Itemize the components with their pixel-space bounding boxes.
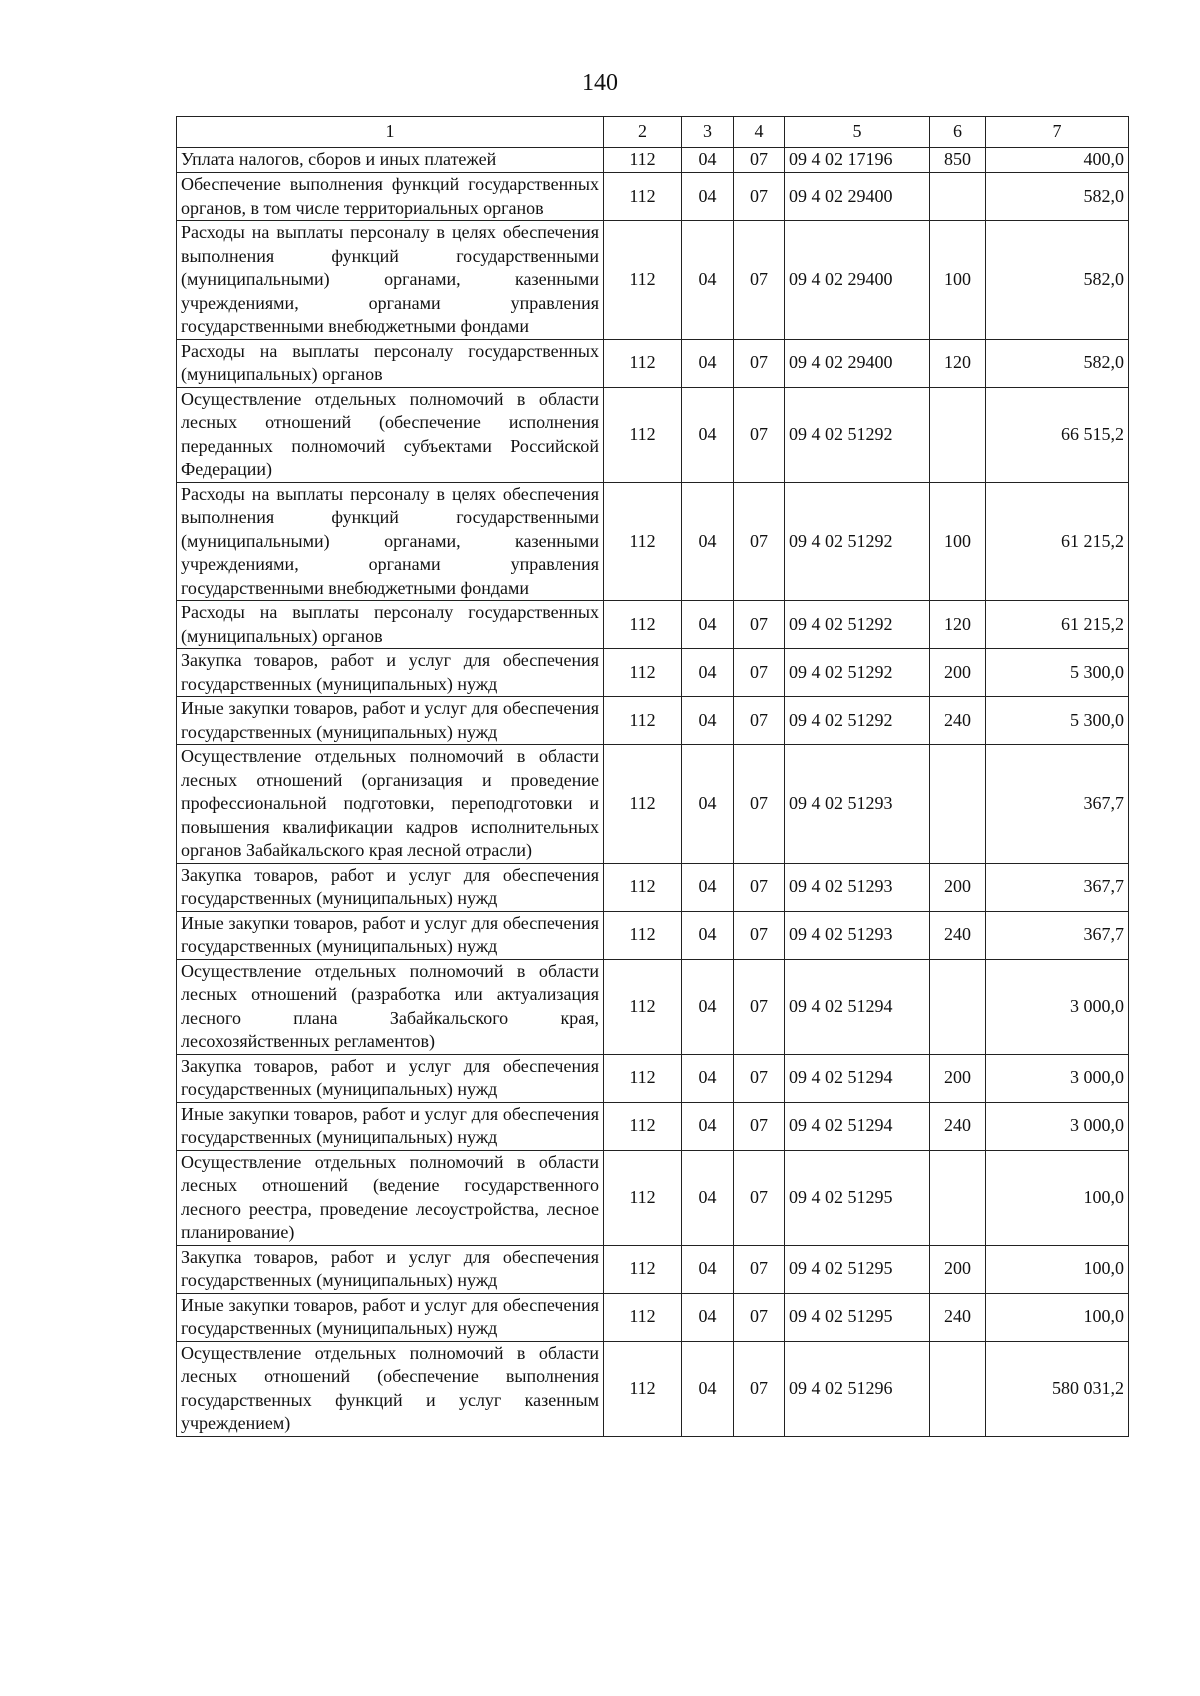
row-name: Иные закупки товаров, работ и услуг для обеспечения государственных (муниципальных) нужд — [177, 911, 604, 959]
row-expense-type: 240 — [930, 911, 986, 959]
row-ministry-code: 112 — [604, 173, 682, 221]
row-amount: 400,0 — [986, 148, 1129, 173]
row-name: Иные закупки товаров, работ и услуг для обеспечения государственных (муниципальных) нужд — [177, 1293, 604, 1341]
table-row — [177, 697, 1129, 745]
row-name: Закупка товаров, работ и услуг для обеспечения государственных (муниципальных) нужд — [177, 1054, 604, 1102]
row-ministry-code: 112 — [604, 649, 682, 697]
row-subsection-code: 07 — [734, 1341, 785, 1436]
row-expense-type — [930, 387, 986, 482]
row-name: Закупка товаров, работ и услуг для обеспечения государственных (муниципальных) нужд — [177, 863, 604, 911]
row-amount: 580 031,2 — [986, 1341, 1129, 1436]
row-section-code: 04 — [682, 148, 734, 173]
row-expense-type: 100 — [930, 221, 986, 340]
row-subsection-code: 07 — [734, 173, 785, 221]
row-expense-type: 240 — [930, 1102, 986, 1150]
row-amount: 100,0 — [986, 1150, 1129, 1245]
row-target-article: 09 4 02 51294 — [785, 1102, 930, 1150]
row-section-code: 04 — [682, 863, 734, 911]
row-subsection-code: 07 — [734, 745, 785, 864]
row-amount: 582,0 — [986, 221, 1129, 340]
row-subsection-code: 07 — [734, 697, 785, 745]
row-name: Осуществление отдельных полномочий в области лесных отношений (ведение государственного лесного реестра, проведение лесоустройства, лесное планирование) — [177, 1150, 604, 1245]
row-target-article: 09 4 02 29400 — [785, 221, 930, 340]
row-amount: 367,7 — [986, 745, 1129, 864]
row-target-article: 09 4 02 51292 — [785, 482, 930, 601]
row-target-article: 09 4 02 29400 — [785, 173, 930, 221]
row-target-article: 09 4 02 51292 — [785, 387, 930, 482]
row-ministry-code: 112 — [604, 601, 682, 649]
row-ministry-code: 112 — [604, 863, 682, 911]
row-name: Осуществление отдельных полномочий в области лесных отношений (обеспечение исполнения переданных полномочий субъектами Российской Федерации) — [177, 387, 604, 482]
row-amount: 3 000,0 — [986, 1102, 1129, 1150]
row-subsection-code: 07 — [734, 1293, 785, 1341]
row-section-code: 04 — [682, 649, 734, 697]
row-expense-type: 100 — [930, 482, 986, 601]
table-row — [177, 148, 1129, 173]
row-name: Осуществление отдельных полномочий в области лесных отношений (организация и проведение профессиональной подготовки, переподготовки и повышения квалификации кадров исполнительных органов Забайкальского края лесной отрасли) — [177, 745, 604, 864]
table-row — [177, 911, 1129, 959]
row-subsection-code: 07 — [734, 601, 785, 649]
table-row — [177, 221, 1129, 340]
row-name: Закупка товаров, работ и услуг для обеспечения государственных (муниципальных) нужд — [177, 1245, 604, 1293]
row-target-article: 09 4 02 17196 — [785, 148, 930, 173]
row-section-code: 04 — [682, 482, 734, 601]
row-section-code: 04 — [682, 387, 734, 482]
table-row — [177, 601, 1129, 649]
row-ministry-code: 112 — [604, 387, 682, 482]
header-col-4: 4 — [734, 117, 785, 148]
row-name: Иные закупки товаров, работ и услуг для обеспечения государственных (муниципальных) нужд — [177, 697, 604, 745]
row-expense-type — [930, 173, 986, 221]
row-amount: 66 515,2 — [986, 387, 1129, 482]
table-row — [177, 339, 1129, 387]
row-subsection-code: 07 — [734, 148, 785, 173]
row-section-code: 04 — [682, 339, 734, 387]
row-target-article: 09 4 02 51293 — [785, 863, 930, 911]
row-target-article: 09 4 02 51293 — [785, 911, 930, 959]
row-expense-type — [930, 1150, 986, 1245]
table-row — [177, 959, 1129, 1054]
row-name: Обеспечение выполнения функций государственных органов, в том числе территориальных органов — [177, 173, 604, 221]
row-ministry-code: 112 — [604, 1150, 682, 1245]
row-target-article: 09 4 02 51294 — [785, 959, 930, 1054]
row-section-code: 04 — [682, 1150, 734, 1245]
row-amount: 582,0 — [986, 339, 1129, 387]
row-amount: 5 300,0 — [986, 697, 1129, 745]
row-target-article: 09 4 02 51293 — [785, 745, 930, 864]
row-subsection-code: 07 — [734, 1245, 785, 1293]
row-name: Расходы на выплаты персоналу государственных (муниципальных) органов — [177, 339, 604, 387]
row-ministry-code: 112 — [604, 1102, 682, 1150]
row-name: Осуществление отдельных полномочий в области лесных отношений (разработка или актуализация лесного плана Забайкальского края, лесохозяйственных регламентов) — [177, 959, 604, 1054]
row-expense-type — [930, 745, 986, 864]
row-amount: 61 215,2 — [986, 482, 1129, 601]
table-row — [177, 1341, 1129, 1436]
row-ministry-code: 112 — [604, 1245, 682, 1293]
row-target-article: 09 4 02 51292 — [785, 649, 930, 697]
row-name: Расходы на выплаты персоналу в целях обеспечения выполнения функций государственными (муниципальными) органами, казенными учреждениями, органами управления государственными внебюджетными фондами — [177, 482, 604, 601]
row-subsection-code: 07 — [734, 339, 785, 387]
table-row — [177, 482, 1129, 601]
row-target-article: 09 4 02 51295 — [785, 1150, 930, 1245]
budget-table — [176, 116, 1129, 1437]
row-ministry-code: 112 — [604, 959, 682, 1054]
row-subsection-code: 07 — [734, 1150, 785, 1245]
row-expense-type — [930, 1341, 986, 1436]
row-subsection-code: 07 — [734, 649, 785, 697]
row-amount: 5 300,0 — [986, 649, 1129, 697]
row-subsection-code: 07 — [734, 387, 785, 482]
table-row — [177, 1150, 1129, 1245]
row-target-article: 09 4 02 51295 — [785, 1293, 930, 1341]
row-expense-type — [930, 959, 986, 1054]
row-expense-type: 120 — [930, 339, 986, 387]
header-row — [177, 117, 1129, 148]
row-section-code: 04 — [682, 697, 734, 745]
row-subsection-code: 07 — [734, 1102, 785, 1150]
row-ministry-code: 112 — [604, 1341, 682, 1436]
row-expense-type: 240 — [930, 1293, 986, 1341]
row-target-article: 09 4 02 51294 — [785, 1054, 930, 1102]
table-row — [177, 1293, 1129, 1341]
row-target-article: 09 4 02 51292 — [785, 697, 930, 745]
row-ministry-code: 112 — [604, 1054, 682, 1102]
row-section-code: 04 — [682, 601, 734, 649]
row-name: Осуществление отдельных полномочий в области лесных отношений (обеспечение выполнения государственных функций и услуг казенным учреждением) — [177, 1341, 604, 1436]
row-amount: 367,7 — [986, 911, 1129, 959]
row-subsection-code: 07 — [734, 482, 785, 601]
row-section-code: 04 — [682, 745, 734, 864]
table-row — [177, 863, 1129, 911]
row-ministry-code: 112 — [604, 1293, 682, 1341]
row-name: Закупка товаров, работ и услуг для обеспечения государственных (муниципальных) нужд — [177, 649, 604, 697]
row-target-article: 09 4 02 51292 — [785, 601, 930, 649]
row-ministry-code: 112 — [604, 482, 682, 601]
row-amount: 3 000,0 — [986, 1054, 1129, 1102]
row-ministry-code: 112 — [604, 911, 682, 959]
row-section-code: 04 — [682, 221, 734, 340]
row-ministry-code: 112 — [604, 148, 682, 173]
row-subsection-code: 07 — [734, 221, 785, 340]
row-expense-type: 200 — [930, 649, 986, 697]
row-name: Расходы на выплаты персоналу в целях обеспечения выполнения функций государственными (муниципальными) органами, казенными учреждениями, органами управления государственными внебюджетными фондами — [177, 221, 604, 340]
row-target-article: 09 4 02 29400 — [785, 339, 930, 387]
row-subsection-code: 07 — [734, 863, 785, 911]
row-ministry-code: 112 — [604, 745, 682, 864]
row-ministry-code: 112 — [604, 697, 682, 745]
row-name: Иные закупки товаров, работ и услуг для обеспечения государственных (муниципальных) нужд — [177, 1102, 604, 1150]
header-col-3: 3 — [682, 117, 734, 148]
row-section-code: 04 — [682, 173, 734, 221]
row-section-code: 04 — [682, 959, 734, 1054]
table-row — [177, 173, 1129, 221]
row-amount: 582,0 — [986, 173, 1129, 221]
row-ministry-code: 112 — [604, 221, 682, 340]
row-target-article: 09 4 02 51295 — [785, 1245, 930, 1293]
page-number: 140 — [582, 70, 618, 96]
row-section-code: 04 — [682, 911, 734, 959]
row-subsection-code: 07 — [734, 959, 785, 1054]
row-expense-type: 200 — [930, 863, 986, 911]
row-expense-type: 120 — [930, 601, 986, 649]
table-row — [177, 1245, 1129, 1293]
row-ministry-code: 112 — [604, 339, 682, 387]
row-subsection-code: 07 — [734, 1054, 785, 1102]
row-section-code: 04 — [682, 1341, 734, 1436]
row-amount: 61 215,2 — [986, 601, 1129, 649]
row-section-code: 04 — [682, 1293, 734, 1341]
row-expense-type: 200 — [930, 1245, 986, 1293]
row-section-code: 04 — [682, 1054, 734, 1102]
row-subsection-code: 07 — [734, 911, 785, 959]
table-row — [177, 1102, 1129, 1150]
table-row — [177, 649, 1129, 697]
row-target-article: 09 4 02 51296 — [785, 1341, 930, 1436]
row-expense-type: 200 — [930, 1054, 986, 1102]
row-name: Уплата налогов, сборов и иных платежей — [177, 148, 604, 173]
header-col-5: 5 — [785, 117, 930, 148]
row-amount: 100,0 — [986, 1245, 1129, 1293]
table-body — [177, 148, 1129, 1437]
table-row — [177, 387, 1129, 482]
row-name: Расходы на выплаты персоналу государственных (муниципальных) органов — [177, 601, 604, 649]
table-row — [177, 1054, 1129, 1102]
header-col-2: 2 — [604, 117, 682, 148]
row-amount: 367,7 — [986, 863, 1129, 911]
row-section-code: 04 — [682, 1245, 734, 1293]
row-section-code: 04 — [682, 1102, 734, 1150]
row-expense-type: 240 — [930, 697, 986, 745]
row-amount: 3 000,0 — [986, 959, 1129, 1054]
row-expense-type: 850 — [930, 148, 986, 173]
header-col-6: 6 — [930, 117, 986, 148]
row-amount: 100,0 — [986, 1293, 1129, 1341]
header-col-1: 1 — [177, 117, 604, 148]
table-row — [177, 745, 1129, 864]
header-col-7: 7 — [986, 117, 1129, 148]
